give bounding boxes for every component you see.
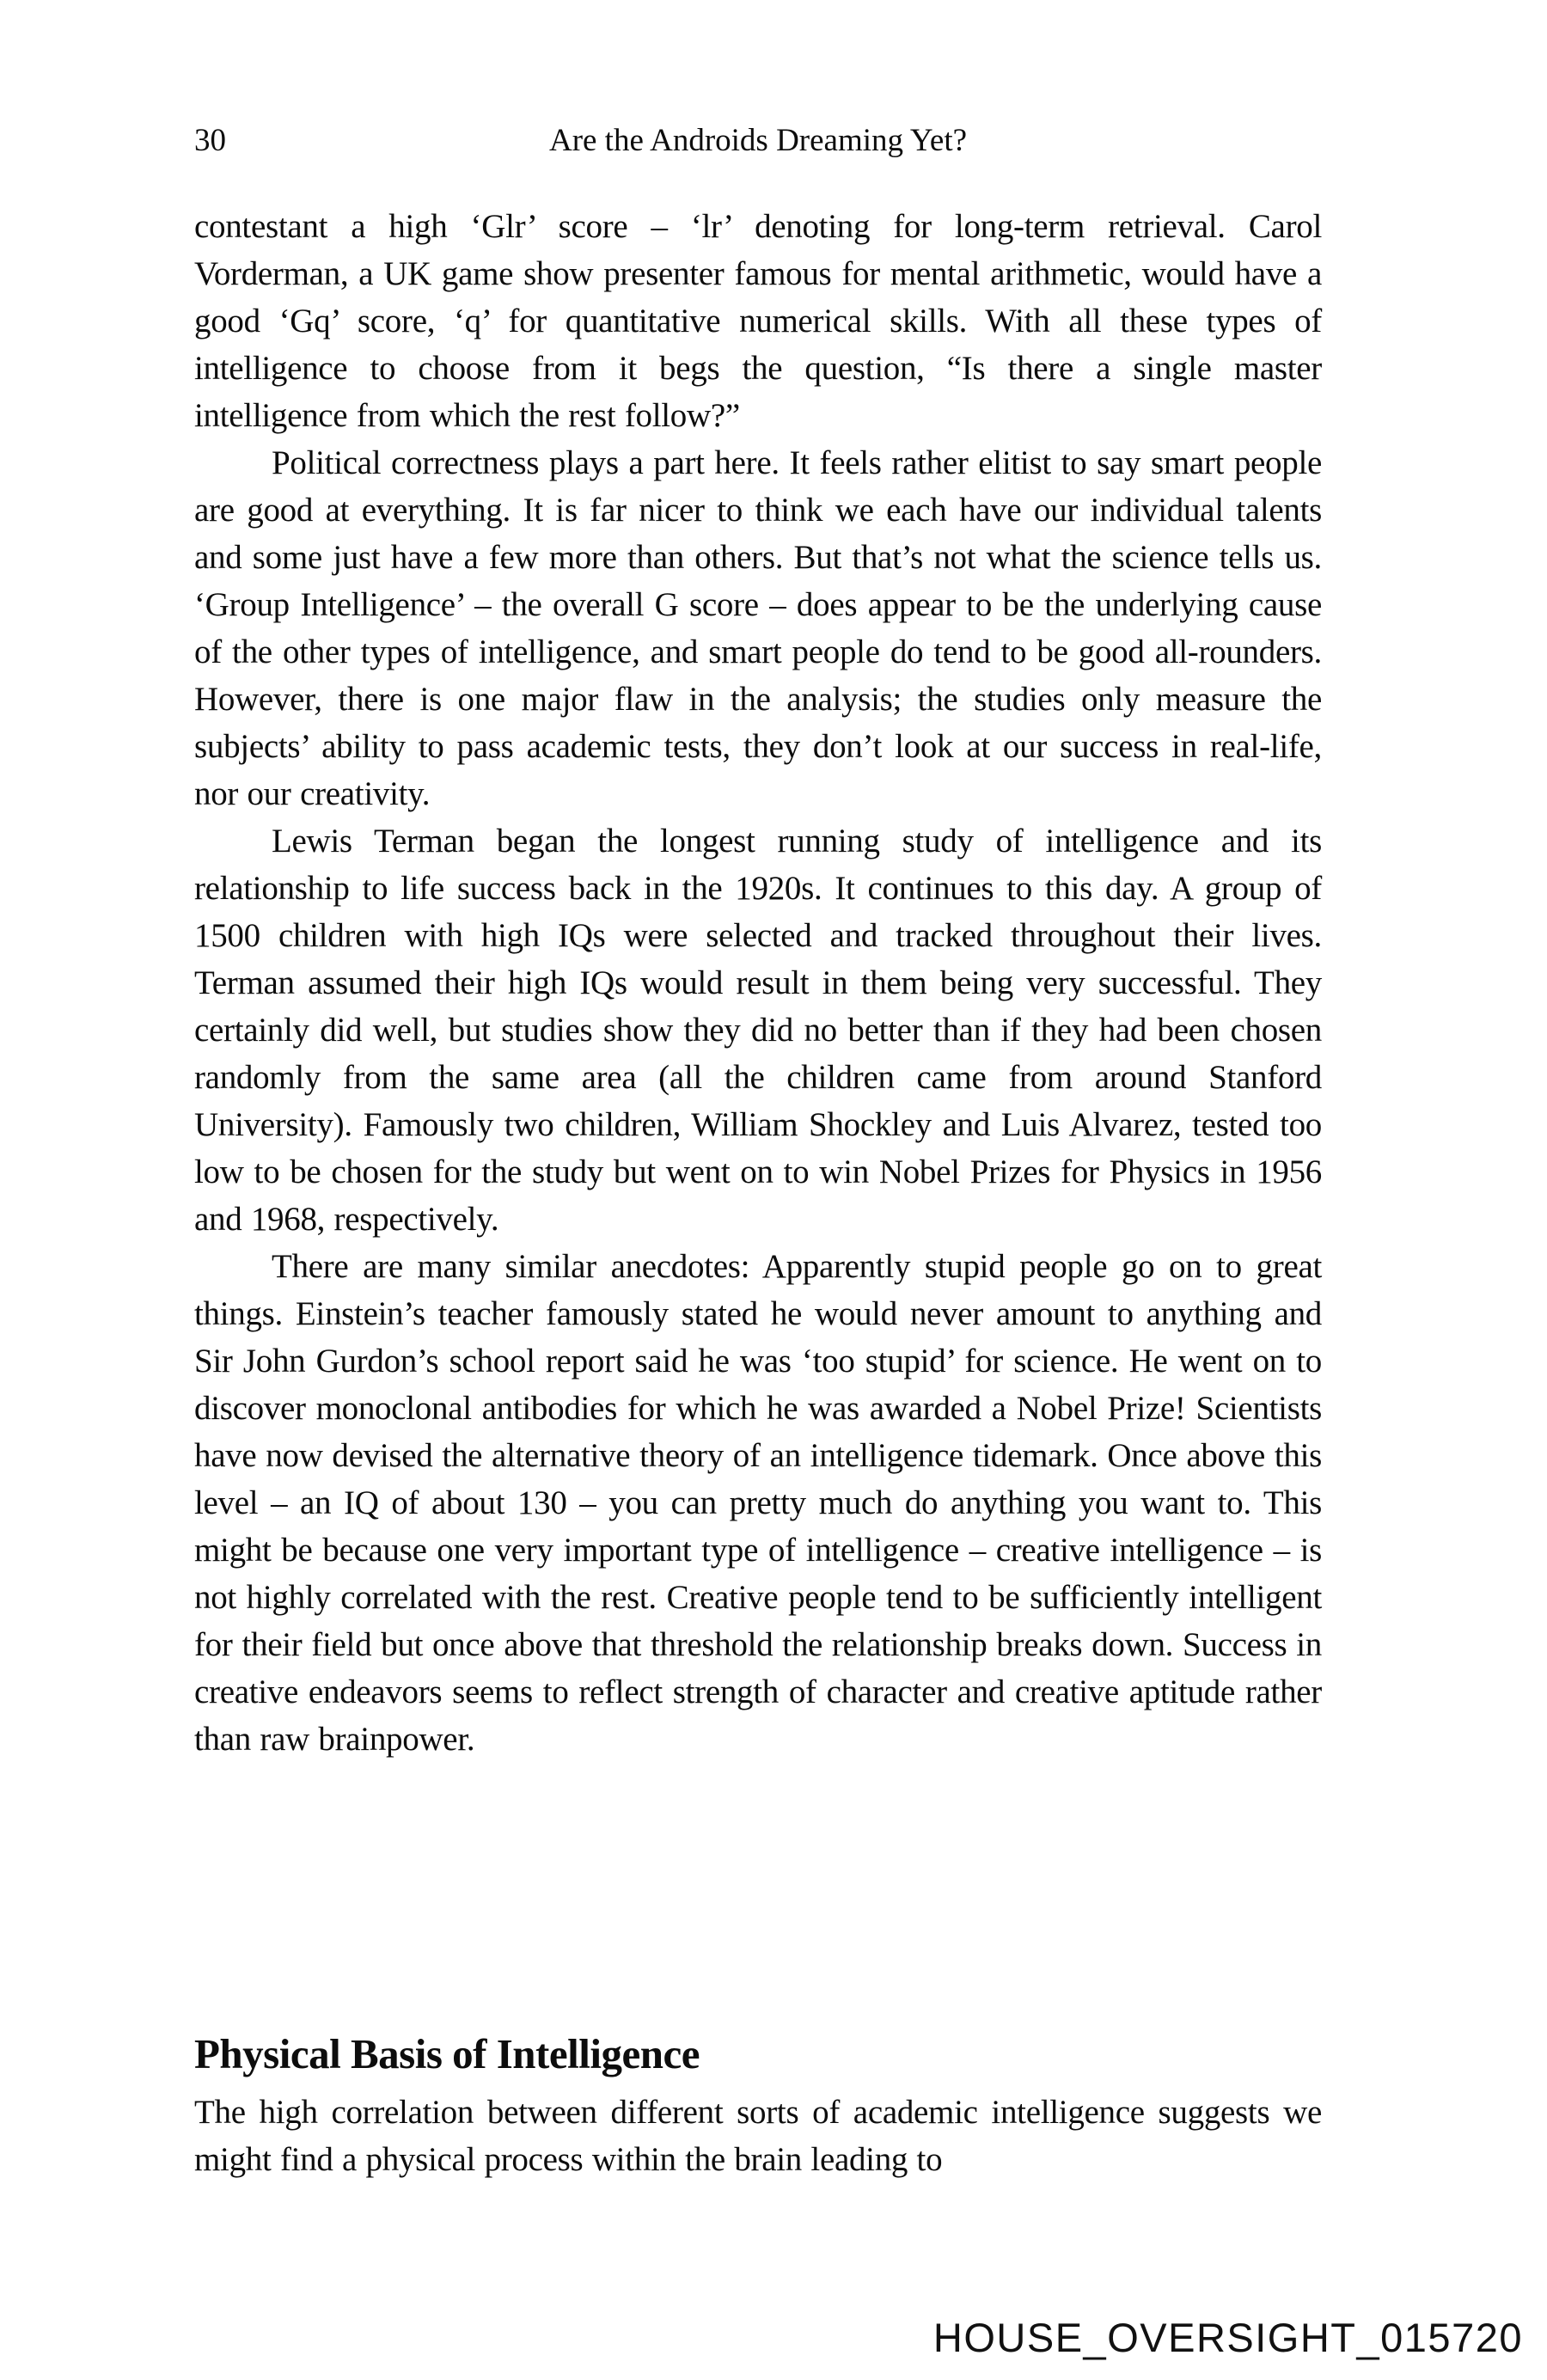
section-paragraph: The high correlation between different sorts of academic intelligence suggests we might find a physical process within the brain leading to <box>194 2094 1322 2178</box>
running-title: Are the Androids Dreaming Yet? <box>548 123 968 158</box>
watermark-text: HOUSE_OVERSIGHT_015720 <box>932 2315 1523 2360</box>
section-block <box>194 2030 1322 2183</box>
page-footer <box>0 2316 1523 2360</box>
body-paragraph: Political correctness plays a part here. It feels rather elitist to say smart people are good at everything. It is far nicer to think we each have our individual talents and some just have a few more than others. But that’s not what the science tells us. ‘Group Intelligence’ – the overall G score – does appear to be the underlying cause of the other types of intelligence, and smart people do tend to be good all-rounders. However, there is one major flaw in the analysis; the studies only measure the subjects’ ability to pass academic tests, they don’t look at our success in real-life, nor our creativity. <box>194 444 1322 812</box>
page-header <box>194 122 1322 160</box>
body-paragraph: Lewis Terman began the longest running study of intelligence and its relationship to life success back in the 1920s. It continues to this day. A group of 1500 children with high IQs were selected and tracked throughout their lives. Terman assumed their high IQs would result in them being very successful. They certainly did well, but studies show they did no better than if they had been chosen randomly from the same area (all the children came from around Stanford University). Famously two children, William Shockley and Luis Alvarez, tested too low to be chosen for the study but went on to win Nobel Prizes for Physics in 1956 and 1968, respectively. <box>194 823 1322 1238</box>
body-paragraph: There are many similar anecdotes: Apparently stupid people go on to great things. Einstein’s teacher famously stated he would never amount to anything and Sir John Gurdon’s school report said he was ‘too stupid’ for science. He went on to discover monoclonal antibodies for which he was awarded a Nobel Prize! Scientists have now devised the alternative theory of an intelligence tidemark. Once above this level – an IQ of about 130 – you can pretty much do anything you want to. This might be because one very important type of intelligence – creative intelligence – is not highly correlated with the rest. Creative people tend to be sufficiently intelligent for their field but once above that threshold the relationship breaks down. Success in creative endeavors seems to reflect strength of character and creative aptitude rather than raw brainpower. <box>194 1248 1322 1758</box>
body-text-block <box>194 203 1322 1763</box>
section-heading: Physical Basis of Intelligence <box>194 2030 700 2077</box>
body-paragraph: contestant a high ‘Glr’ score – ‘lr’ denoting for long-term retrieval. Carol Vorderman, a UK game show presenter famous for mental arithmetic, would have a good ‘Gq’ score, ‘q’ for quantitative numerical skills. With all these types of intelligence to choose from it begs the question, “Is there a single master intelligence from which the rest follow?” <box>194 208 1322 434</box>
page-number: 30 <box>194 123 226 158</box>
